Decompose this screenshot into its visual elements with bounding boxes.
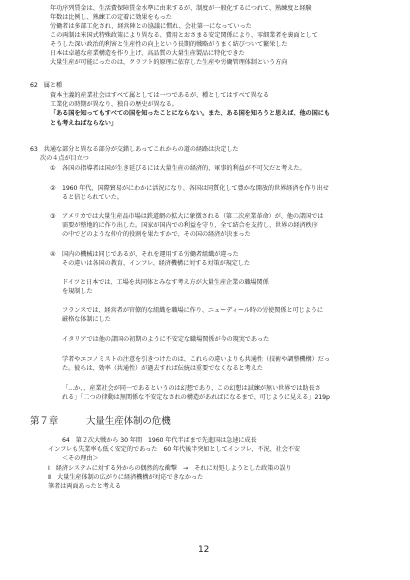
chapter-label: 第７章: [30, 416, 59, 427]
section-63-subheading: 次の４点が目立つ: [40, 155, 89, 162]
chapter-title: 大量生産体制の危機: [86, 416, 171, 427]
list-item-text: の中でどのような仲介的役割を果たすかで、その国の経済が決まった: [62, 231, 251, 238]
list-item-text: 国内の機械は同じであるが、それを運用する労働者組織が違った: [62, 251, 239, 258]
intro-line: 年功序列賃金は、生活費保障賃金水準に由来するが、制度が一般化するにつれて、熟練度と経験: [50, 5, 312, 12]
section-64-line: ＜その理由＞: [62, 455, 99, 462]
intro-line: 大量生産が可能にったのは、クラフト的原理に依存した生産や労働管理体制という方向: [50, 59, 288, 66]
paragraph-line: イタリアでは他の諸国の初期のように不安定な職場関係が今の現実であった: [62, 336, 270, 343]
list-item-number: ④: [50, 251, 56, 258]
paragraph-line: た。彼らは、効率（共通性）が過去すれば伝統は重要でなくなると考えた: [62, 365, 263, 372]
intro-line: 日本は卓越な産業構造を作り上げ、高品質の大量生産製品に特化できた: [50, 50, 245, 57]
intro-line: そうした深い政治的利害と生産性の向上という長期的戦略がうまく結びついて繁栄した: [50, 41, 288, 48]
paragraph-line: フランスでは、経営者が官僚的な組織を職場に作り、ニューディール時の労使関係と可じように: [62, 307, 323, 314]
paragraph-line: 「…か、、産業社会が同一であるというのは幻想であり、この幻想は試練が無い世界では助長さ: [62, 385, 321, 392]
list-item-number: ③: [50, 213, 56, 220]
page-number: 12: [198, 545, 210, 555]
list-item-text: その違いは各国の教育、インフレ、経済機構に対する対策が規定した: [62, 260, 250, 267]
section-62-heading: 62 属と種: [30, 82, 63, 89]
paragraph-line: ドイツと日本では、工場を共同体とみなす考え方が大量生産企業の職場関係: [62, 279, 269, 286]
intro-line: この両制は米国式特殊政策により異なる、費用とおさまる安定関係により、零細業者を裏面として: [50, 32, 318, 39]
section-64-line: 64 第２次大戦から 30 年間 1960 年代半ばまで先進国は急速に成長: [62, 437, 257, 444]
section-63-heading: 63 共通な部分と異なる部分が交錯しあってこれからの道の経路は決定した: [30, 146, 239, 153]
section-64-line: インフレも失業率も低く安定的であった 60 年代後半突如としてインフレ、不況、社会不安: [48, 446, 300, 453]
section-62-line: 工業化の時期が異なり、独自の歴史が異なる。: [50, 101, 178, 108]
roman-list-item: Ⅱ 大量生産体制の広がりに経済機構が対応できなかった: [48, 474, 204, 481]
section-62-line: 資本主義的産業社会はすべて属としては一つであるが、種としてはすべて異なる: [50, 92, 269, 99]
roman-list-item: Ⅰ 経済システムに対する外からの偶然的な衝撃 → それに対処しようとした政策の誤り: [48, 465, 292, 472]
section-62-quote: とも考えねばならない」: [50, 120, 117, 127]
intro-line: 年数は比例し、熟練工の定着に効果をもった: [50, 14, 172, 21]
list-item-text: ると信じられていた。: [62, 194, 123, 201]
list-item-number: ①: [50, 165, 56, 172]
paragraph-line: 学者やエコノミストの注意を引きつけたのは、これらの違いよりも共通性（技術や調整機構）だっ: [62, 356, 330, 363]
intro-line: 労働者は多部工化され、経営陣との協議に慣れ、会社第一になっていった: [50, 23, 252, 30]
list-item-text: 各国の指導者は国が生き延びるには大量生産の経済的、軍事的利益が不可欠だと考えた。: [62, 165, 306, 172]
list-item-number: ②: [50, 185, 56, 192]
list-item-text: 1960 年代、国際貿易がにわかに活況になり、各国は同質化して豊かな開放的世界経済を作り出せ: [62, 185, 329, 192]
paragraph-line: れる」「二つの律動は無関係な不安定なされの構造があればになるまで、可じように見える」219p: [62, 394, 330, 401]
section-62-quote: 「ある国を知ってもすべての国を知ったことにならない。また、ある国を知ろうと思えば、他の国にも: [50, 110, 330, 117]
paragraph-line: を規制した: [62, 288, 93, 295]
paragraph-line: 厳格な体制にした: [62, 316, 111, 323]
section-64-conclusion: 筆者は両面あったと考える: [48, 483, 121, 490]
list-item-text: アメリカでは大量生産品市場は鉄道網の拡大に象徴される（第二次産業革命）が、他の諸国では: [62, 213, 324, 220]
list-item-text: 需要が整地的に作り出した。国家が国内での利益を守り、全て結合を支持し、世界の経済秩序: [62, 222, 318, 229]
